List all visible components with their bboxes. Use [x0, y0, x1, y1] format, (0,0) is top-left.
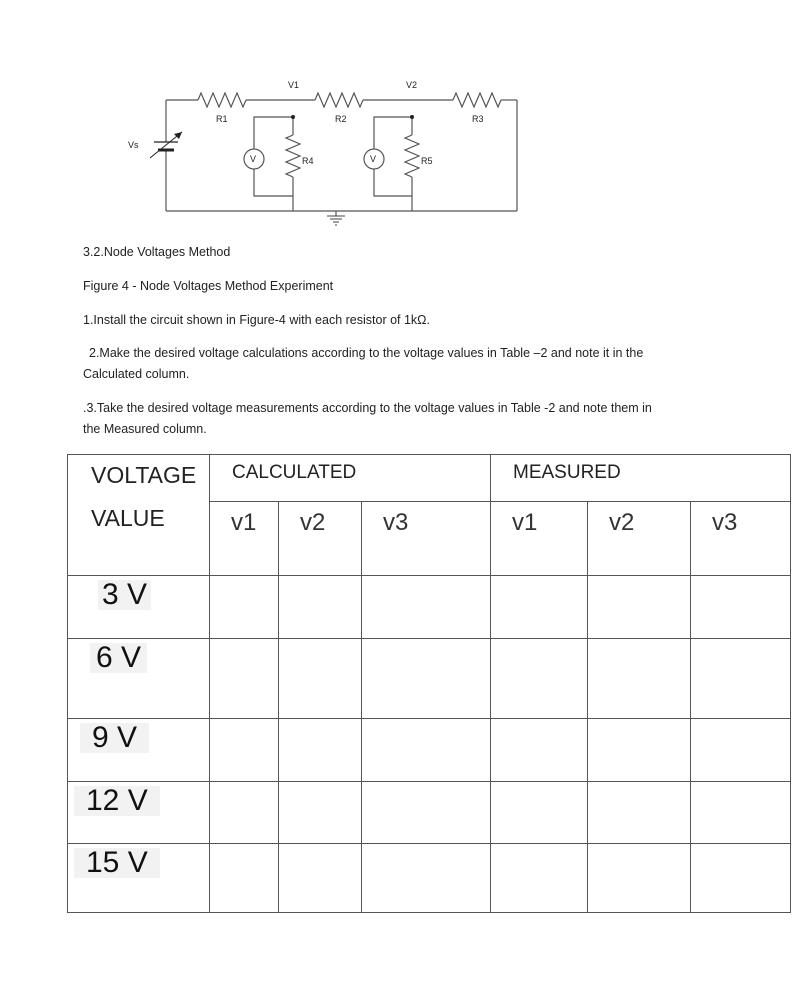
- measured-v1-cell[interactable]: [491, 782, 588, 844]
- calculated-v1-cell[interactable]: [210, 639, 279, 719]
- measured-header: MEASURED: [491, 455, 791, 502]
- table-row: [68, 719, 791, 782]
- measured-v1-cell[interactable]: [491, 576, 588, 639]
- calculated-v3-cell[interactable]: [362, 719, 491, 782]
- calculated-v3-cell[interactable]: [362, 576, 491, 639]
- voltage-value-cell: 12 V: [68, 782, 210, 844]
- calculated-v3-cell[interactable]: [362, 639, 491, 719]
- measured-v2-header: v2: [588, 502, 691, 576]
- measured-v3-cell[interactable]: [691, 639, 791, 719]
- step-2-line-2: Calculated column.: [83, 367, 190, 381]
- calculated-v1-cell[interactable]: [210, 782, 279, 844]
- table-row: [68, 639, 791, 719]
- measured-v2-cell[interactable]: [588, 719, 691, 782]
- v1-label: V1: [288, 80, 300, 90]
- measured-v3-header: v3: [691, 502, 791, 576]
- calculated-header: CALCULATED: [210, 455, 491, 502]
- figure-caption: Figure 4 - Node Voltages Method Experiment: [83, 279, 334, 293]
- measured-v2-cell[interactable]: [588, 782, 691, 844]
- measured-v3-cell[interactable]: [691, 782, 791, 844]
- voltmeter-2-label: V: [370, 154, 377, 164]
- calculated-v1-header: v1: [210, 502, 279, 576]
- calculated-v3-header: v3: [362, 502, 491, 576]
- calculated-v2-cell[interactable]: [279, 576, 362, 639]
- voltmeter-1-label: V: [250, 154, 257, 164]
- measured-v1-cell[interactable]: [491, 719, 588, 782]
- measured-v2-cell[interactable]: [588, 844, 691, 913]
- measured-v2-cell[interactable]: [588, 576, 691, 639]
- table-row: [68, 844, 791, 913]
- voltage-value-cell: 9 V: [68, 719, 210, 782]
- measured-v1-header: v1: [491, 502, 588, 576]
- voltage-value-cell: 15 V: [68, 844, 210, 913]
- voltage-value-cell: 6 V: [68, 639, 210, 719]
- measured-v3-cell[interactable]: [691, 719, 791, 782]
- step-3-line-1: .3.Take the desired voltage measurements according to the voltage values in Table -2 and note them in: [83, 401, 652, 415]
- calculated-v1-cell[interactable]: [210, 844, 279, 913]
- circuit-diagram: [110, 70, 530, 230]
- table-row: [68, 576, 791, 639]
- calculated-v2-cell[interactable]: [279, 844, 362, 913]
- calculated-v1-cell[interactable]: [210, 576, 279, 639]
- calculated-v2-header: v2: [279, 502, 362, 576]
- r2-label: R2: [335, 114, 347, 124]
- measured-v3-cell[interactable]: [691, 844, 791, 913]
- calculated-v3-cell[interactable]: [362, 844, 491, 913]
- v2-label: V2: [406, 80, 418, 90]
- voltage-table: [67, 454, 791, 913]
- voltage-value-cell: 3 V: [68, 576, 210, 639]
- r1-label: R1: [216, 114, 228, 124]
- calculated-v2-cell[interactable]: [279, 782, 362, 844]
- calculated-v1-cell[interactable]: [210, 719, 279, 782]
- measured-v1-cell[interactable]: [491, 844, 588, 913]
- calculated-v2-cell[interactable]: [279, 719, 362, 782]
- r3-label: R3: [472, 114, 484, 124]
- table-row: [68, 782, 791, 844]
- calculated-v3-cell[interactable]: [362, 782, 491, 844]
- vs-label: Vs: [128, 140, 139, 150]
- calculated-v2-cell[interactable]: [279, 639, 362, 719]
- step-2-line-1: 2.Make the desired voltage calculations according to the voltage values in Table –2 and note it in the: [89, 346, 644, 360]
- r4-label: R4: [302, 156, 314, 166]
- measured-v3-cell[interactable]: [691, 576, 791, 639]
- step-3-line-2: the Measured column.: [83, 422, 207, 436]
- measured-v2-cell[interactable]: [588, 639, 691, 719]
- measured-v1-cell[interactable]: [491, 639, 588, 719]
- section-heading: 3.2.Node Voltages Method: [83, 245, 231, 259]
- step-1: 1.Install the circuit shown in Figure-4 with each resistor of 1kΩ.: [83, 313, 430, 327]
- voltage-value-header: VOLTAGE VALUE: [68, 455, 210, 576]
- r5-label: R5: [421, 156, 433, 166]
